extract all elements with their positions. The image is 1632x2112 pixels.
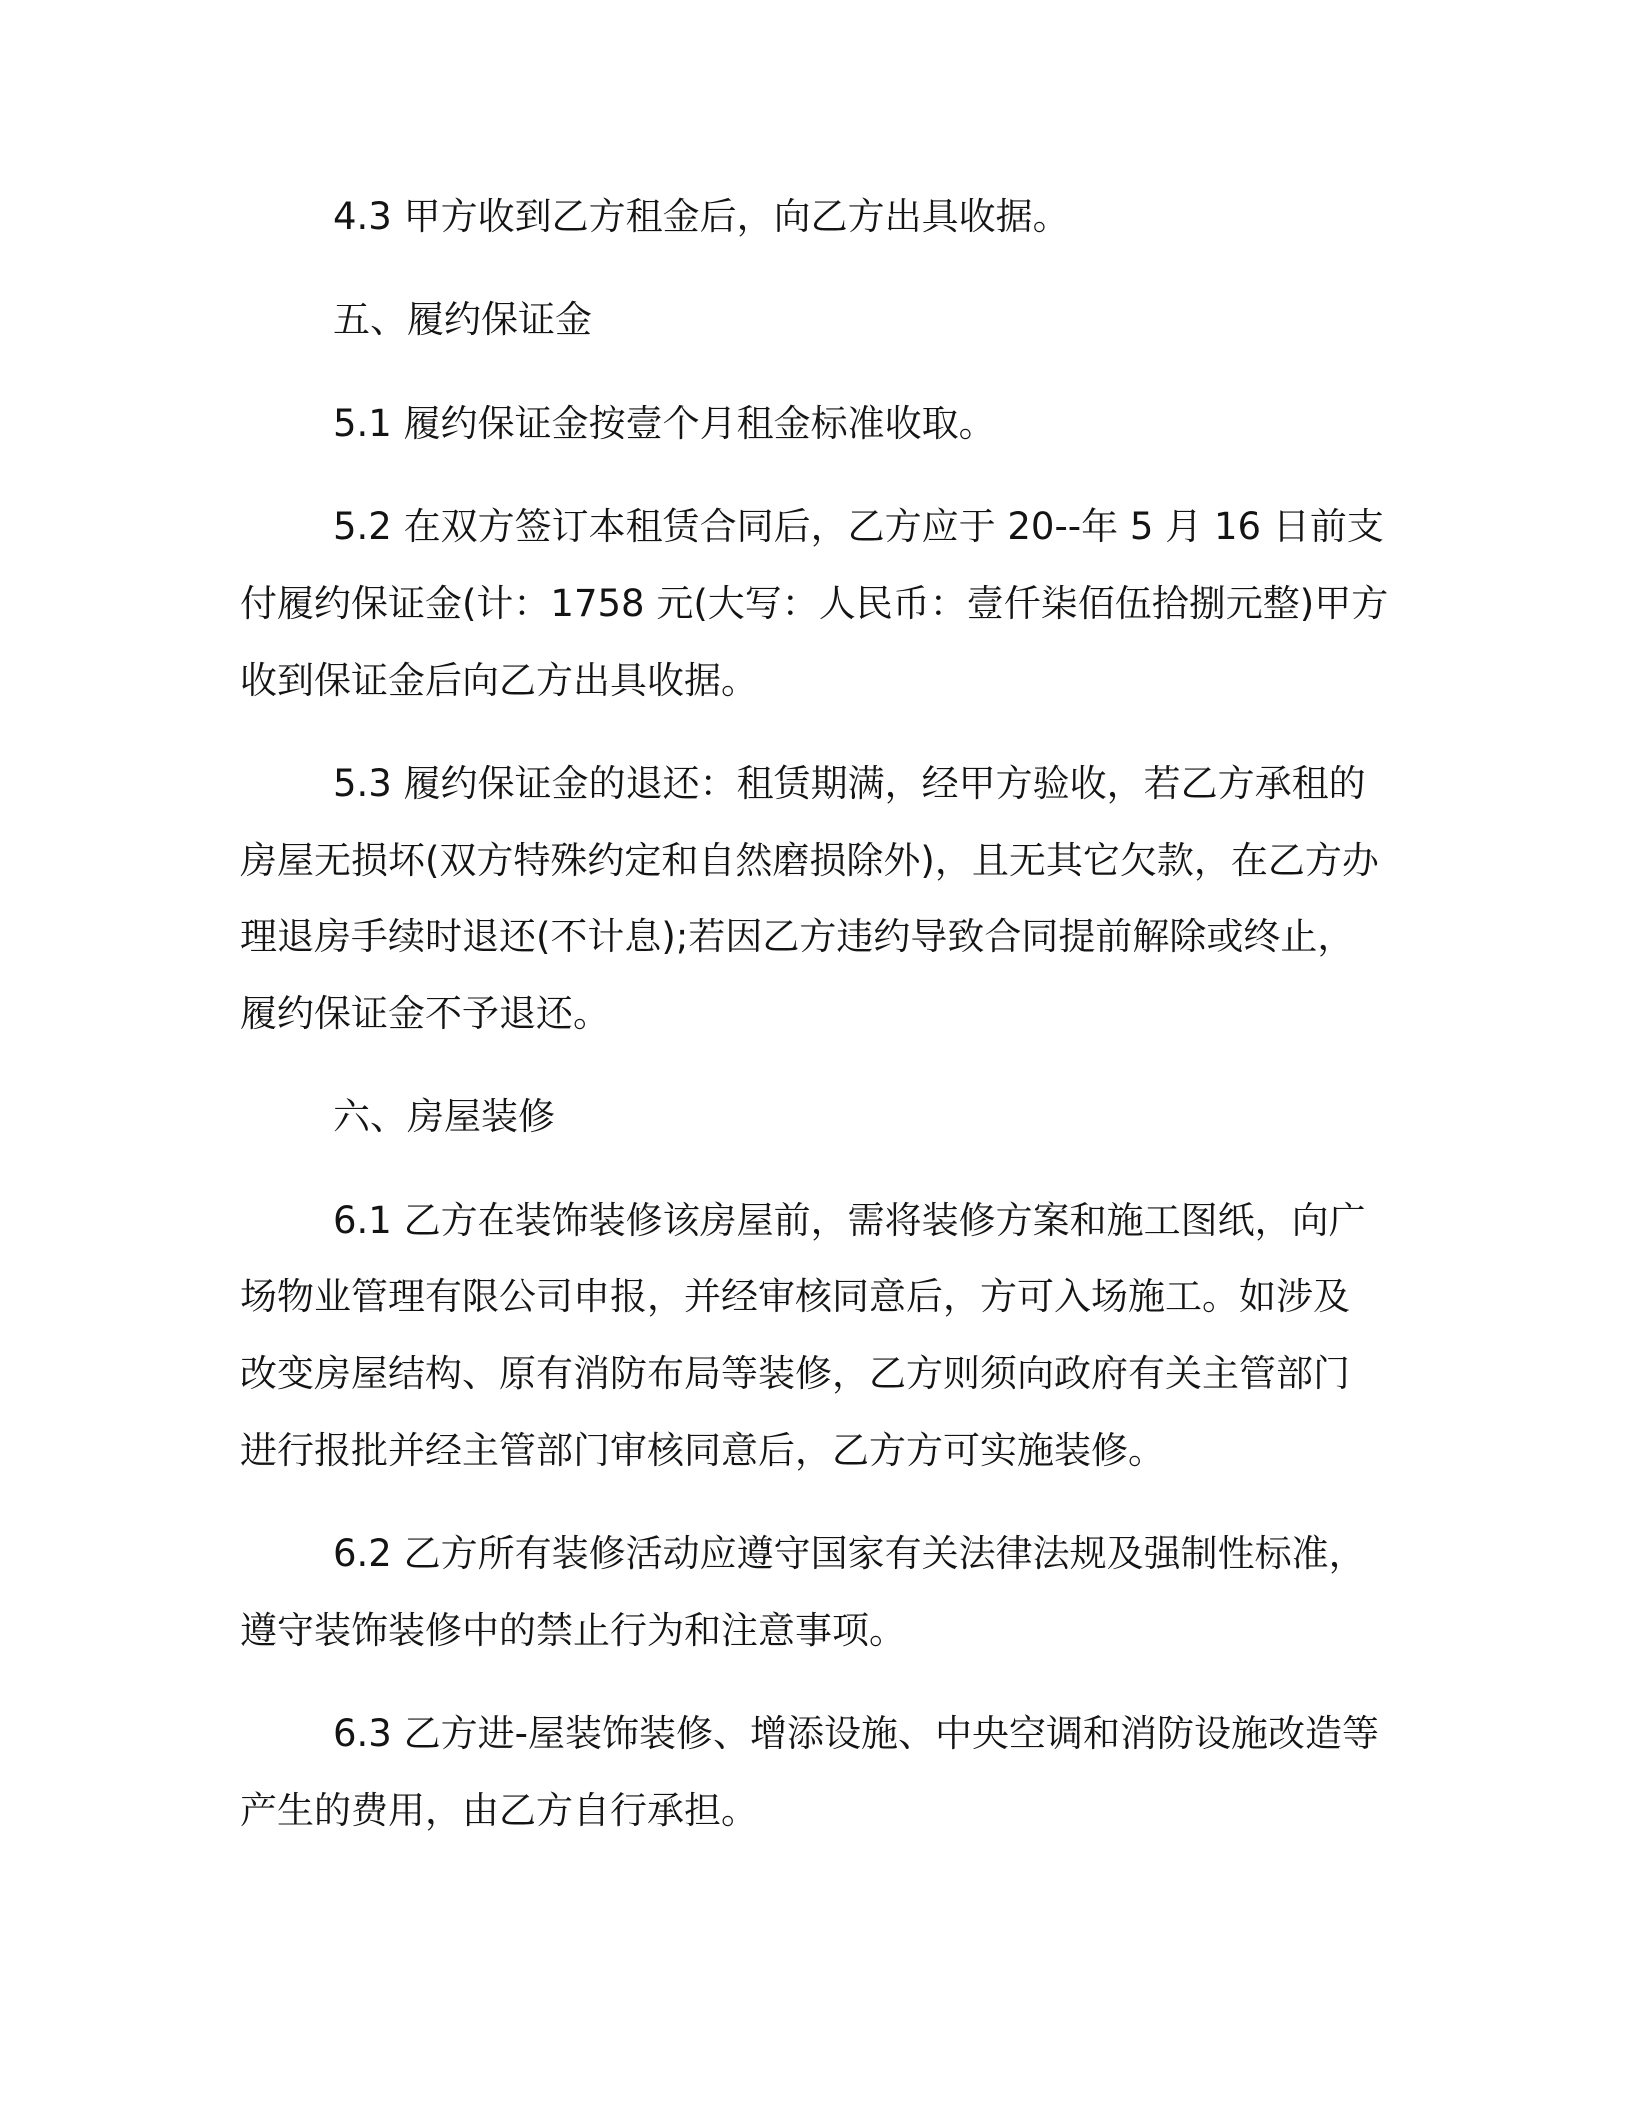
paragraph-line: 5.3 履约保证金的退还：租赁期满，经甲方验收，若乙方承租的 <box>333 761 1366 805</box>
paragraph-line: 6.2 乙方所有装修活动应遵守国家有关法律法规及强制性标准， <box>333 1532 1366 1576</box>
paragraph-line: 6.3 乙方进-屋装饰装修、增添设施、中央空调和消防设施改造等 <box>333 1712 1379 1756</box>
clause-6-3 <box>240 1696 1392 1849</box>
clause-5-2 <box>240 489 1392 719</box>
clause-4-3 <box>240 179 1392 256</box>
paragraph-line: 理退房手续时退还(不计息);若因乙方违约导致合同提前解除或终止， <box>240 915 1355 959</box>
section-heading-5 <box>240 282 1392 359</box>
paragraph-line: 5.2 在双方签订本租赁合同后，乙方应于 20--年 5 月 16 日前支 <box>333 505 1384 549</box>
paragraph-line: 产生的费用，由乙方自行承担。 <box>240 1788 758 1832</box>
clause-5-1 <box>240 386 1392 463</box>
clause-6-1 <box>240 1183 1392 1490</box>
paragraph-line: 场物业管理有限公司申报，并经审核同意后，方可入场施工。如涉及 <box>240 1275 1350 1319</box>
paragraph-line: 付履约保证金(计：1758 元(大写：人民币：壹仟柒佰伍拾捌元整)甲方 <box>240 581 1389 625</box>
paragraph-line: 遵守装饰装修中的禁止行为和注意事项。 <box>240 1608 906 1652</box>
clause-5-3 <box>240 746 1392 1053</box>
section-heading: 五、履约保证金 <box>333 298 592 342</box>
paragraph-line: 进行报批并经主管部门审核同意后，乙方方可实施装修。 <box>240 1428 1165 1472</box>
paragraph-line: 履约保证金不予退还。 <box>240 991 610 1035</box>
section-heading-6 <box>240 1079 1392 1156</box>
paragraph-line: 房屋无损坏(双方特殊约定和自然磨损除外)，且无其它欠款，在乙方办 <box>240 838 1379 882</box>
paragraph-line: 6.1 乙方在装饰装修该房屋前，需将装修方案和施工图纸，向广 <box>333 1198 1366 1242</box>
paragraph-line: 收到保证金后向乙方出具收据。 <box>240 658 758 702</box>
section-heading: 六、房屋装修 <box>333 1095 555 1139</box>
paragraph-line: 改变房屋结构、原有消防布局等装修，乙方则须向政府有关主管部门 <box>240 1352 1350 1396</box>
paragraph-line: 4.3 甲方收到乙方租金后，向乙方出具收据。 <box>333 195 1070 238</box>
clause-6-2 <box>240 1516 1392 1669</box>
paragraph-line: 5.1 履约保证金按壹个月租金标准收取。 <box>333 401 996 445</box>
